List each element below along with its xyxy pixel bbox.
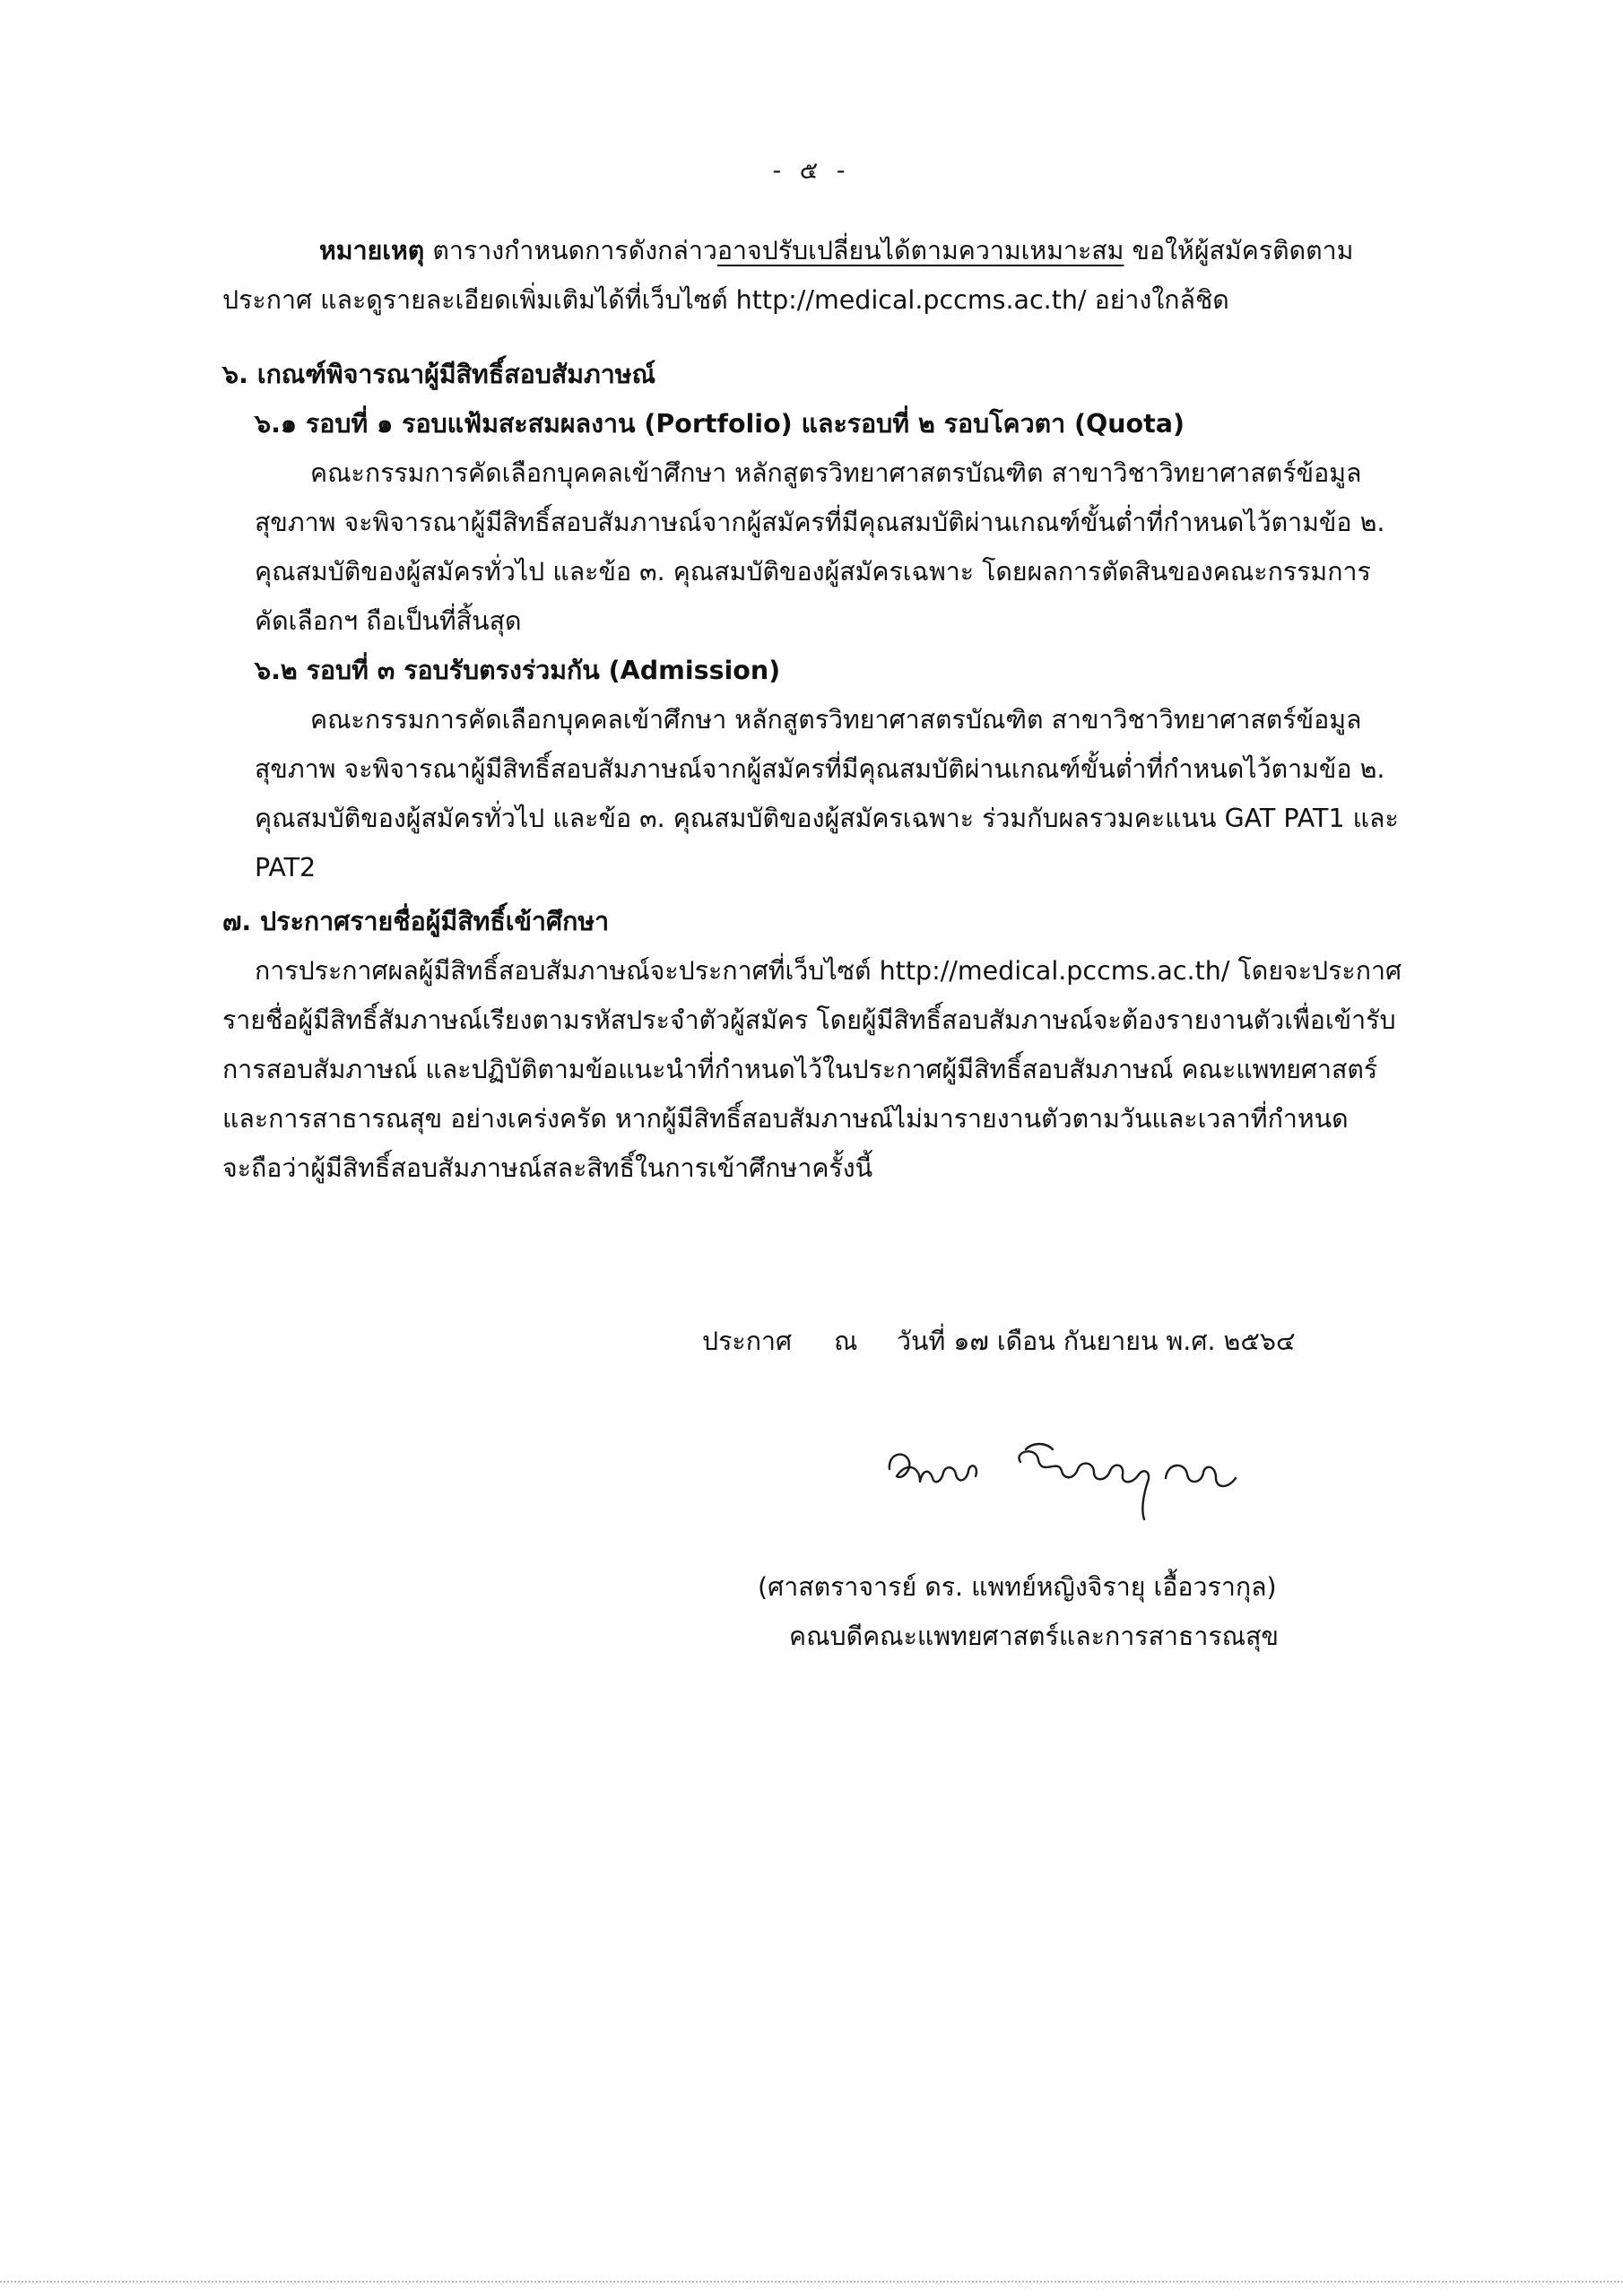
section-7-line: การประกาศผลผู้มีสิทธิ์สอบสัมภาษณ์จะประกาศที่เว็บไซต์ http://medical.pccms.ac.th/ โดยจะประกาศ	[255, 956, 1402, 986]
signatory-name: (ศาสตราจารย์ ดร. แพทย์หญิงจิรายุ เอื้อวรากุล)	[758, 1572, 1277, 1602]
signatory-position: คณบดีคณะแพทยศาสตร์และการสาธารณสุข	[789, 1622, 1279, 1651]
section-6-heading: ๖. เกณฑ์พิจารณาผู้มีสิทธิ์สอบสัมภาษณ์	[222, 360, 656, 389]
section-6-1-heading: ๖.๑ รอบที่ ๑ รอบแฟ้มสะสมผลงาน (Portfolio) และรอบที่ ๒ รอบโควตา (Quota)	[255, 409, 1185, 439]
section-7-line: จะถือว่าผู้มีสิทธิ์สอบสัมภาษณ์สละสิทธิ์ในการเข้าศึกษาครั้งนี้	[222, 1153, 873, 1183]
note-text-a: ตารางกำหนดการดังกล่าว	[424, 236, 717, 265]
section-7	[222, 897, 1444, 1193]
section-7-line: รายชื่อผู้มีสิทธิ์สัมภาษณ์เรียงตามรหัสประจำตัวผู้สมัคร โดยผู้มีสิทธิ์สอบสัมภาษณ์จะต้องรายงานตัวเพื่อเข้ารับ	[222, 1005, 1396, 1035]
section-6-1-line: คัดเลือกฯ ถือเป็นที่สิ้นสุด	[255, 606, 522, 636]
section-6-1-line: สุขภาพ จะพิจารณาผู้มีสิทธิ์สอบสัมภาษณ์จากผู้สมัครที่มีคุณสมบัติผ่านเกณฑ์ขั้นต่ำที่กำหนดไว้ตามข้อ ๒.	[255, 508, 1385, 537]
section-6-2-heading: ๖.๒ รอบที่ ๓ รอบรับตรงร่วมกัน (Admission)	[255, 656, 781, 685]
signature	[879, 1426, 1273, 1525]
section-7-heading: ๗. ประกาศรายชื่อผู้มีสิทธิ์เข้าศึกษา	[222, 907, 610, 936]
note-paragraph	[222, 226, 1444, 325]
section-6-1-line: คณะกรรมการคัดเลือกบุคคลเข้าศึกษา หลักสูตรวิทยาศาสตรบัณฑิต สาขาวิชาวิทยาศาสตร์ข้อมูล	[310, 458, 1362, 488]
footer-dotted-rule	[0, 2281, 1623, 2283]
announcement-date: วันที่ ๑๗ เดือน กันยายน พ.ศ. ๒๕๖๔	[897, 1326, 1296, 1356]
section-6-1-line: คุณสมบัติของผู้สมัครทั่วไป และข้อ ๓. คุณสมบัติของผู้สมัครเฉพาะ โดยผลการตัดสินของคณะกรรมการ	[255, 557, 1371, 587]
announced-label: ประกาศ	[702, 1326, 793, 1356]
section-6-2-line: คณะกรรมการคัดเลือกบุคคลเข้าศึกษา หลักสูตรวิทยาศาสตรบัณฑิต สาขาวิชาวิทยาศาสตร์ข้อมูล	[310, 705, 1362, 735]
page-number: - ๕ -	[772, 157, 851, 185]
section-6-2-line: PAT2	[255, 853, 317, 883]
section-7-line: และการสาธารณสุข อย่างเคร่งครัด หากผู้มีสิทธิ์สอบสัมภาษณ์ไม่มารายงานตัวตามวันและเวลาที่กำหนด	[222, 1104, 1349, 1134]
section-6-2-line: สุขภาพ จะพิจารณาผู้มีสิทธิ์สอบสัมภาษณ์จากผู้สมัครที่มีคุณสมบัติผ่านเกณฑ์ขั้นต่ำที่กำหนดไว้ตามข้อ ๒.	[255, 754, 1385, 784]
announced-at: ณ	[834, 1326, 858, 1356]
section-7-line: การสอบสัมภาษณ์ และปฏิบัติตามข้อแนะนำที่กำหนดไว้ในประกาศผู้มีสิทธิ์สอบสัมภาษณ์ คณะแพทยศาสตร์	[222, 1055, 1378, 1084]
note-line-2: ประกาศ และดูรายละเอียดเพิ่มเติมได้ที่เว็บไซต์ http://medical.pccms.ac.th/ อย่างใกล้ชิด	[222, 285, 1229, 315]
note-text-underlined: อาจปรับเปลี่ยนได้ตามความเหมาะสม	[716, 236, 1124, 265]
section-6-2-line: คุณสมบัติของผู้สมัครทั่วไป และข้อ ๓. คุณสมบัติของผู้สมัครเฉพาะ ร่วมกับผลรวมคะแนน GAT PAT1 และ	[255, 804, 1399, 833]
section-6	[222, 350, 1444, 892]
note-text-b: ขอให้ผู้สมัครติดตาม	[1124, 236, 1354, 265]
note-line-1	[222, 226, 1444, 275]
note-label: หมายเหตุ	[319, 236, 425, 265]
